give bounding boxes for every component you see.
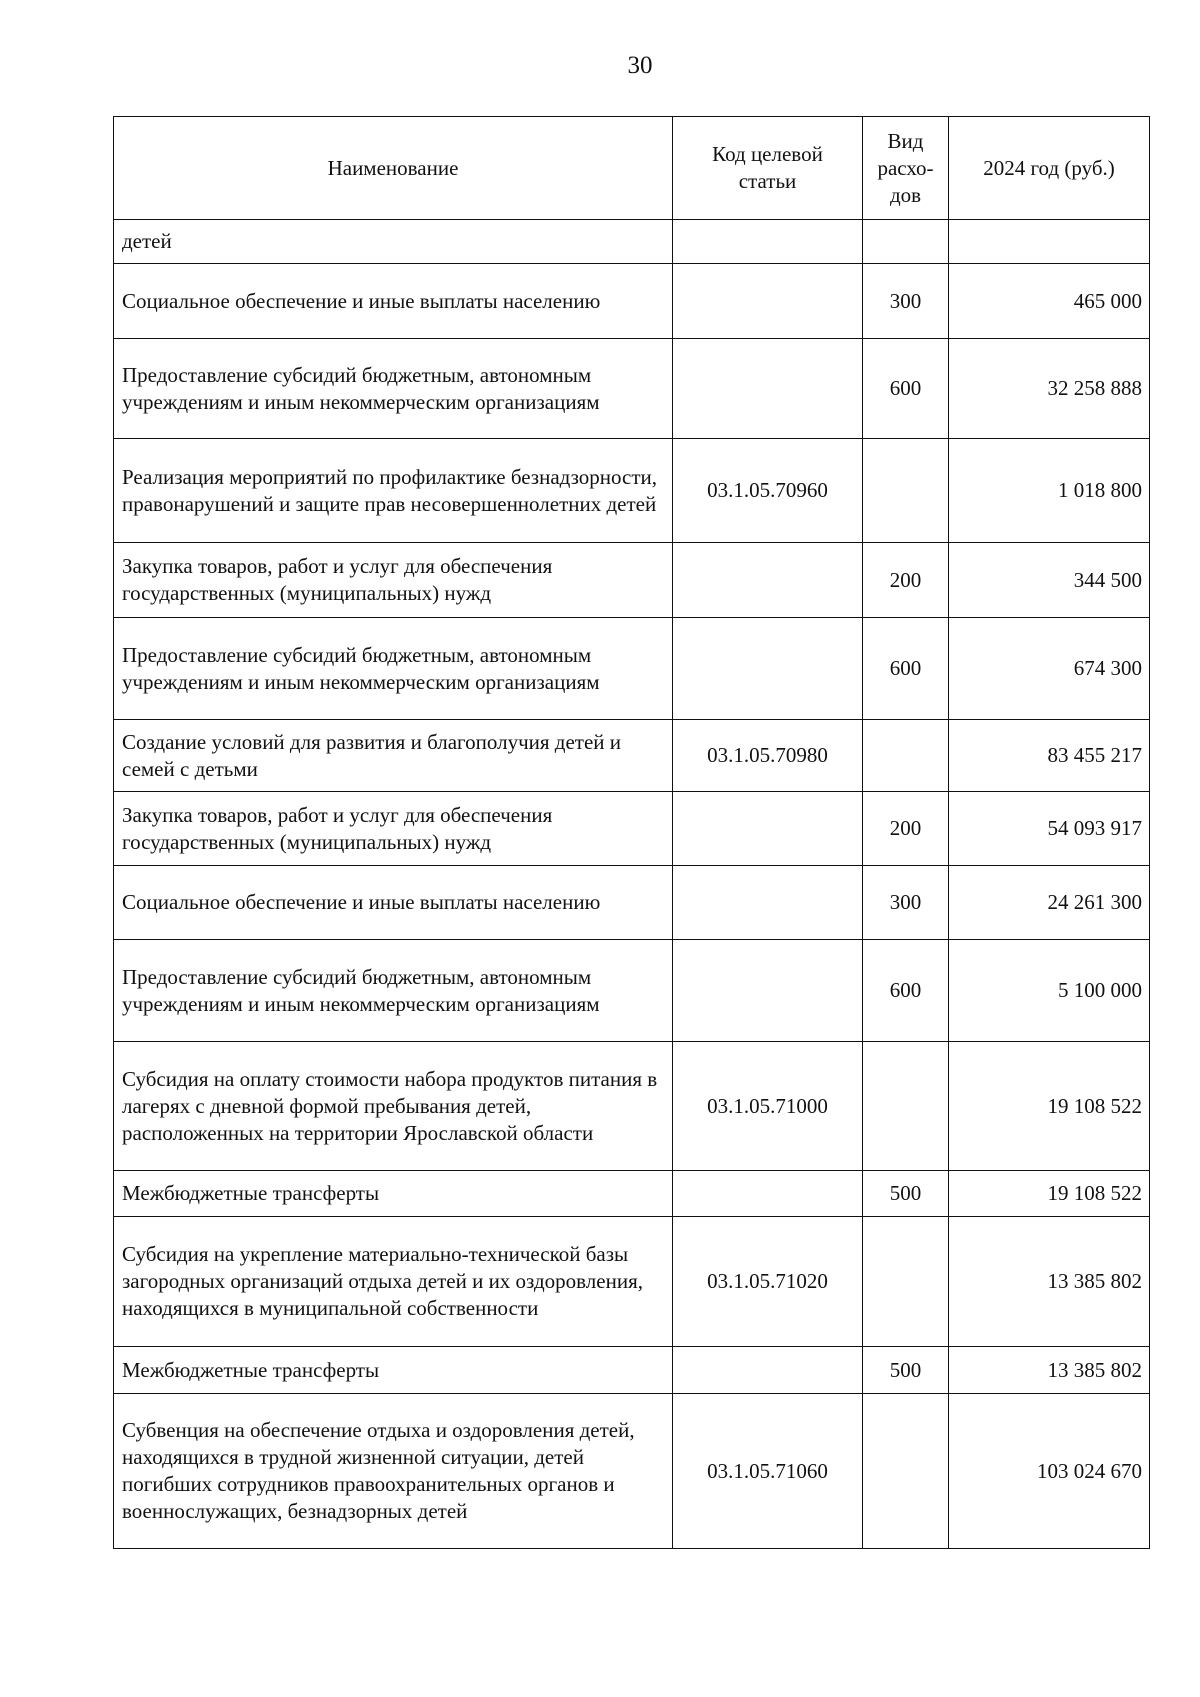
table-row: [114, 1171, 1150, 1217]
row-name: Предоставление субсидий бюджетным, автономным учреждениям и иным некоммерческим организациям: [114, 618, 673, 720]
row-type: 600: [863, 618, 949, 720]
row-type: [863, 439, 949, 543]
row-amount: 24 261 300: [949, 866, 1150, 940]
row-type: 500: [863, 1347, 949, 1394]
row-amount: 13 385 802: [949, 1347, 1150, 1394]
row-type: [863, 1217, 949, 1347]
row-type: 200: [863, 792, 949, 866]
table-row: [114, 1394, 1150, 1549]
row-amount: 54 093 917: [949, 792, 1150, 866]
table-header-row: [114, 117, 1150, 220]
row-code: [673, 220, 863, 264]
table-row: [114, 439, 1150, 543]
row-name: детей: [114, 220, 673, 264]
row-type: 200: [863, 543, 949, 618]
table-row: [114, 264, 1150, 339]
row-code: [673, 792, 863, 866]
row-code: 03.1.05.71000: [673, 1042, 863, 1171]
row-amount: 32 258 888: [949, 339, 1150, 439]
row-name: Предоставление субсидий бюджетным, автономным учреждениям и иным некоммерческим организациям: [114, 940, 673, 1042]
row-type: [863, 220, 949, 264]
row-amount: 83 455 217: [949, 720, 1150, 792]
row-amount: 103 024 670: [949, 1394, 1150, 1549]
row-code: [673, 264, 863, 339]
row-name: Межбюджетные трансферты: [114, 1171, 673, 1217]
row-name: Закупка товаров, работ и услуг для обеспечения государственных (муниципальных) нужд: [114, 543, 673, 618]
row-code: 03.1.05.70960: [673, 439, 863, 543]
table-row: [114, 1217, 1150, 1347]
row-code: 03.1.05.71020: [673, 1217, 863, 1347]
row-amount: [949, 220, 1150, 264]
row-amount: 674 300: [949, 618, 1150, 720]
row-type: 300: [863, 264, 949, 339]
row-type: 300: [863, 866, 949, 940]
table-row: [114, 940, 1150, 1042]
page-number: 30: [627, 52, 653, 79]
row-name: Реализация мероприятий по профилактике безнадзорности, правонарушений и защите прав несовершеннолетних детей: [114, 439, 673, 543]
row-name: Предоставление субсидий бюджетным, автономным учреждениям и иным некоммерческим организациям: [114, 339, 673, 439]
header-amount: 2024 год (руб.): [949, 117, 1150, 220]
table-row: [114, 339, 1150, 439]
row-amount: 1 018 800: [949, 439, 1150, 543]
table-row: [114, 618, 1150, 720]
row-type: [863, 1394, 949, 1549]
row-code: [673, 1171, 863, 1217]
header-name: Наименование: [114, 117, 673, 220]
row-amount: 13 385 802: [949, 1217, 1150, 1347]
row-name: Социальное обеспечение и иные выплаты населению: [114, 264, 673, 339]
row-type: [863, 720, 949, 792]
table-row: [114, 220, 1150, 264]
table-row: [114, 543, 1150, 618]
row-name: Создание условий для развития и благополучия детей и семей с детьми: [114, 720, 673, 792]
row-name: Социальное обеспечение и иные выплаты населению: [114, 866, 673, 940]
header-code: Код целевой статьи: [673, 117, 863, 220]
table-row: [114, 792, 1150, 866]
row-type: [863, 1042, 949, 1171]
table-row: [114, 866, 1150, 940]
row-code: 03.1.05.71060: [673, 1394, 863, 1549]
row-name: Субсидия на оплату стоимости набора продуктов питания в лагерях с дневной формой пребывания детей, расположенных на территории Ярославской области: [114, 1042, 673, 1171]
table-row: [114, 720, 1150, 792]
row-code: [673, 866, 863, 940]
row-amount: 19 108 522: [949, 1042, 1150, 1171]
row-amount: 465 000: [949, 264, 1150, 339]
row-code: [673, 339, 863, 439]
row-code: [673, 543, 863, 618]
row-code: [673, 940, 863, 1042]
row-name: Закупка товаров, работ и услуг для обеспечения государственных (муниципальных) нужд: [114, 792, 673, 866]
row-code: [673, 618, 863, 720]
row-name: Межбюджетные трансферты: [114, 1347, 673, 1394]
header-type: Вид расхо-дов: [863, 117, 949, 220]
row-amount: 19 108 522: [949, 1171, 1150, 1217]
row-type: 500: [863, 1171, 949, 1217]
row-amount: 344 500: [949, 543, 1150, 618]
table-row: [114, 1347, 1150, 1394]
row-type: 600: [863, 940, 949, 1042]
row-code: 03.1.05.70980: [673, 720, 863, 792]
row-name: Субвенция на обеспечение отдыха и оздоровления детей, находящихся в трудной жизненной ситуации, детей погибших сотрудников правоохранительных органов и военнослужащих, безнадзорных детей: [114, 1394, 673, 1549]
row-name: Субсидия на укрепление материально-технической базы загородных организаций отдыха детей и их оздоровления, находящихся в муниципальной собственности: [114, 1217, 673, 1347]
row-amount: 5 100 000: [949, 940, 1150, 1042]
row-type: 600: [863, 339, 949, 439]
table-row: [114, 1042, 1150, 1171]
budget-table: [113, 116, 1150, 1549]
row-code: [673, 1347, 863, 1394]
